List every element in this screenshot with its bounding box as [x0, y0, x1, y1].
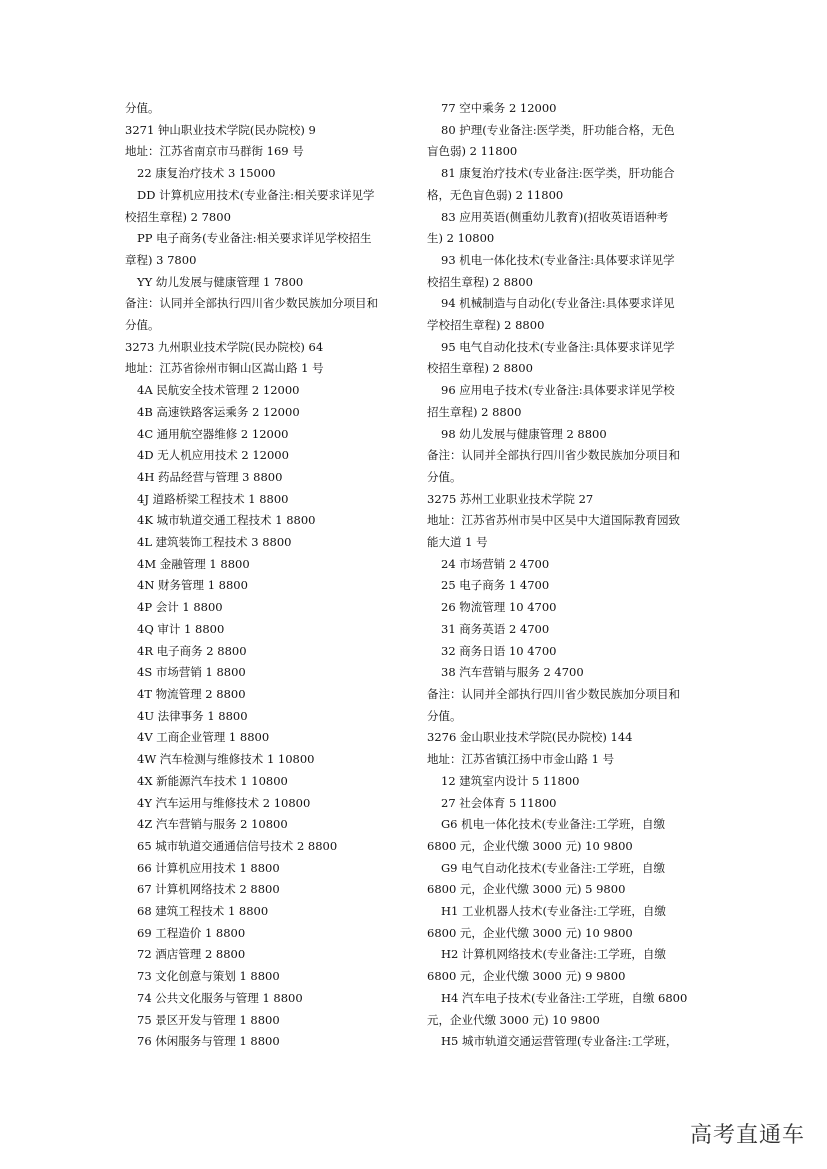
text-line: 73 文化创意与策划 1 8800 [137, 969, 280, 984]
text-line: 地址：江苏省苏州市吴中区吴中大道国际教育园致 [427, 513, 680, 528]
text-line: H2 计算机网络技术(专业备注:工学班，自缴 [441, 947, 666, 962]
text-line: 能大道 1 号 [427, 535, 488, 550]
text-line: 校招生章程) 2 7800 [125, 209, 231, 224]
watermark-text: 高考直通车 [690, 1123, 806, 1148]
text-line: 93 机电一体化技术(专业备注:具体要求详见学 [441, 252, 675, 267]
text-line: 4S 市场营销 1 8800 [137, 665, 246, 680]
text-line: 4W 汽车检测与维修技术 1 10800 [137, 752, 315, 767]
text-line: 4Z 汽车营销与服务 2 10800 [137, 817, 288, 832]
text-line: 章程) 3 7800 [125, 252, 197, 267]
text-line: 25 电子商务 1 4700 [441, 578, 550, 593]
text-line: 分值。 [125, 318, 160, 333]
text-line: 4C 通用航空器维修 2 12000 [137, 426, 289, 441]
text-line: 4U 法律事务 1 8800 [137, 708, 248, 723]
text-line: 4J 道路桥梁工程技术 1 8800 [137, 491, 289, 506]
text-line: 12 建筑室内设计 5 11800 [441, 773, 580, 788]
text-line: 6800 元，企业代缴 3000 元) 10 9800 [427, 838, 633, 853]
text-line: 地址：江苏省镇江扬中市金山路 1 号 [427, 752, 615, 767]
text-line: 备注：认同并全部执行四川省少数民族加分项目和 [125, 296, 378, 311]
text-line: 4H 药品经营与管理 3 8800 [137, 469, 283, 484]
text-line: 24 市场营销 2 4700 [441, 556, 550, 571]
text-line: 3273 九州职业技术学院(民办院校) 64 [125, 339, 324, 354]
text-line: 分值。 [427, 708, 462, 723]
text-line: 4T 物流管理 2 8800 [137, 686, 246, 701]
right-column [427, 98, 703, 1053]
text-line: 元，企业代缴 3000 元) 10 9800 [427, 1012, 600, 1027]
text-line: 4Q 审计 1 8800 [137, 621, 225, 636]
text-line: 32 商务日语 10 4700 [441, 643, 557, 658]
text-line: 6800 元，企业代缴 3000 元) 9 9800 [427, 969, 626, 984]
text-line: 65 城市轨道交通通信信号技术 2 8800 [137, 838, 338, 853]
text-line: 学校招生章程) 2 8800 [427, 318, 545, 333]
text-line: 招生章程) 2 8800 [427, 404, 522, 419]
text-line: 6800 元，企业代缴 3000 元) 10 9800 [427, 925, 633, 940]
text-line: 4N 财务管理 1 8800 [137, 578, 248, 593]
text-line: 4K 城市轨道交通工程技术 1 8800 [137, 513, 316, 528]
text-line: 4D 无人机应用技术 2 12000 [137, 448, 289, 463]
text-line: 27 社会体育 5 11800 [441, 795, 557, 810]
text-line: 81 康复治疗技术(专业备注:医学类，肝功能合 [441, 166, 675, 181]
text-line: 4P 会计 1 8800 [137, 600, 223, 615]
text-line: 94 机械制造与自动化(专业备注:具体要求详见 [441, 296, 675, 311]
text-line: 3276 金山职业技术学院(民办院校) 144 [427, 730, 633, 745]
text-line: 66 计算机应用技术 1 8800 [137, 860, 280, 875]
text-line: 96 应用电子技术(专业备注:具体要求详见学校 [441, 383, 675, 398]
text-line: 38 汽车营销与服务 2 4700 [441, 665, 584, 680]
text-line: PP 电子商务(专业备注:相关要求详见学校招生 [137, 231, 372, 246]
text-line: 74 公共文化服务与管理 1 8800 [137, 990, 303, 1005]
text-line: 77 空中乘务 2 12000 [441, 101, 557, 115]
text-line: 31 商务英语 2 4700 [441, 621, 550, 636]
text-line: 22 康复治疗技术 3 15000 [137, 166, 276, 181]
text-line: 80 护理(专业备注:医学类，肝功能合格，无色 [441, 122, 675, 137]
text-line: 3271 钟山职业技术学院(民办院校) 9 [125, 122, 316, 137]
text-line: 72 酒店管理 2 8800 [137, 947, 246, 962]
text-line: 分值。 [125, 101, 160, 115]
text-line: 98 幼儿发展与健康管理 2 8800 [441, 426, 607, 441]
text-line: 校招生章程) 2 8800 [427, 361, 533, 376]
text-line: H4 汽车电子技术(专业备注:工学班，自缴 6800 [441, 990, 688, 1005]
text-line: DD 计算机应用技术(专业备注:相关要求详见学 [137, 187, 375, 202]
text-line: YY 幼儿发展与健康管理 1 7800 [137, 274, 304, 289]
text-line: H5 城市轨道交通运营管理(专业备注:工学班， [441, 1034, 678, 1049]
text-line: G6 机电一体化技术(专业备注:工学班，自缴 [441, 817, 666, 832]
text-line: 4A 民航安全技术管理 2 12000 [137, 383, 300, 398]
text-line: 26 物流管理 10 4700 [441, 600, 557, 615]
text-line: 格，无色盲色弱) 2 11800 [427, 187, 564, 202]
text-line: 6800 元，企业代缴 3000 元) 5 9800 [427, 882, 626, 897]
text-line: G9 电气自动化技术(专业备注:工学班，自缴 [441, 860, 666, 875]
left-column [125, 98, 410, 1053]
text-line: 地址：江苏省南京市马群街 169 号 [125, 144, 304, 159]
text-line: 4B 高速铁路客运乘务 2 12000 [137, 404, 300, 419]
text-line: H1 工业机器人技术(专业备注:工学班，自缴 [441, 904, 666, 919]
text-line: 83 应用英语(侧重幼儿教育)(招收英语语种考 [441, 209, 669, 224]
text-line: 67 计算机网络技术 2 8800 [137, 882, 280, 897]
text-line: 68 建筑工程技术 1 8800 [137, 904, 269, 919]
text-line: 4Y 汽车运用与维修技术 2 10800 [137, 795, 311, 810]
text-line: 4X 新能源汽车技术 1 10800 [137, 773, 288, 788]
text-line: 4M 金融管理 1 8800 [137, 556, 250, 571]
text-line: 4R 电子商务 2 8800 [137, 643, 247, 658]
text-line: 75 景区开发与管理 1 8800 [137, 1012, 280, 1027]
text-line: 分值。 [427, 469, 462, 484]
text-line: 4V 工商企业管理 1 8800 [137, 730, 270, 745]
text-line: 盲色弱) 2 11800 [427, 144, 518, 159]
text-line: 校招生章程) 2 8800 [427, 274, 533, 289]
text-line: 生) 2 10800 [427, 231, 495, 246]
text-line: 3275 苏州工业职业技术学院 27 [427, 491, 594, 506]
text-line: 备注：认同并全部执行四川省少数民族加分项目和 [427, 448, 680, 463]
text-line: 95 电气自动化技术(专业备注:具体要求详见学 [441, 339, 675, 354]
text-line: 地址：江苏省徐州市铜山区嵩山路 1 号 [125, 361, 324, 376]
text-line: 备注：认同并全部执行四川省少数民族加分项目和 [427, 686, 680, 701]
text-line: 69 工程造价 1 8800 [137, 925, 246, 940]
text-line: 76 休闲服务与管理 1 8800 [137, 1034, 280, 1049]
text-line: 4L 建筑装饰工程技术 3 8800 [137, 535, 292, 550]
